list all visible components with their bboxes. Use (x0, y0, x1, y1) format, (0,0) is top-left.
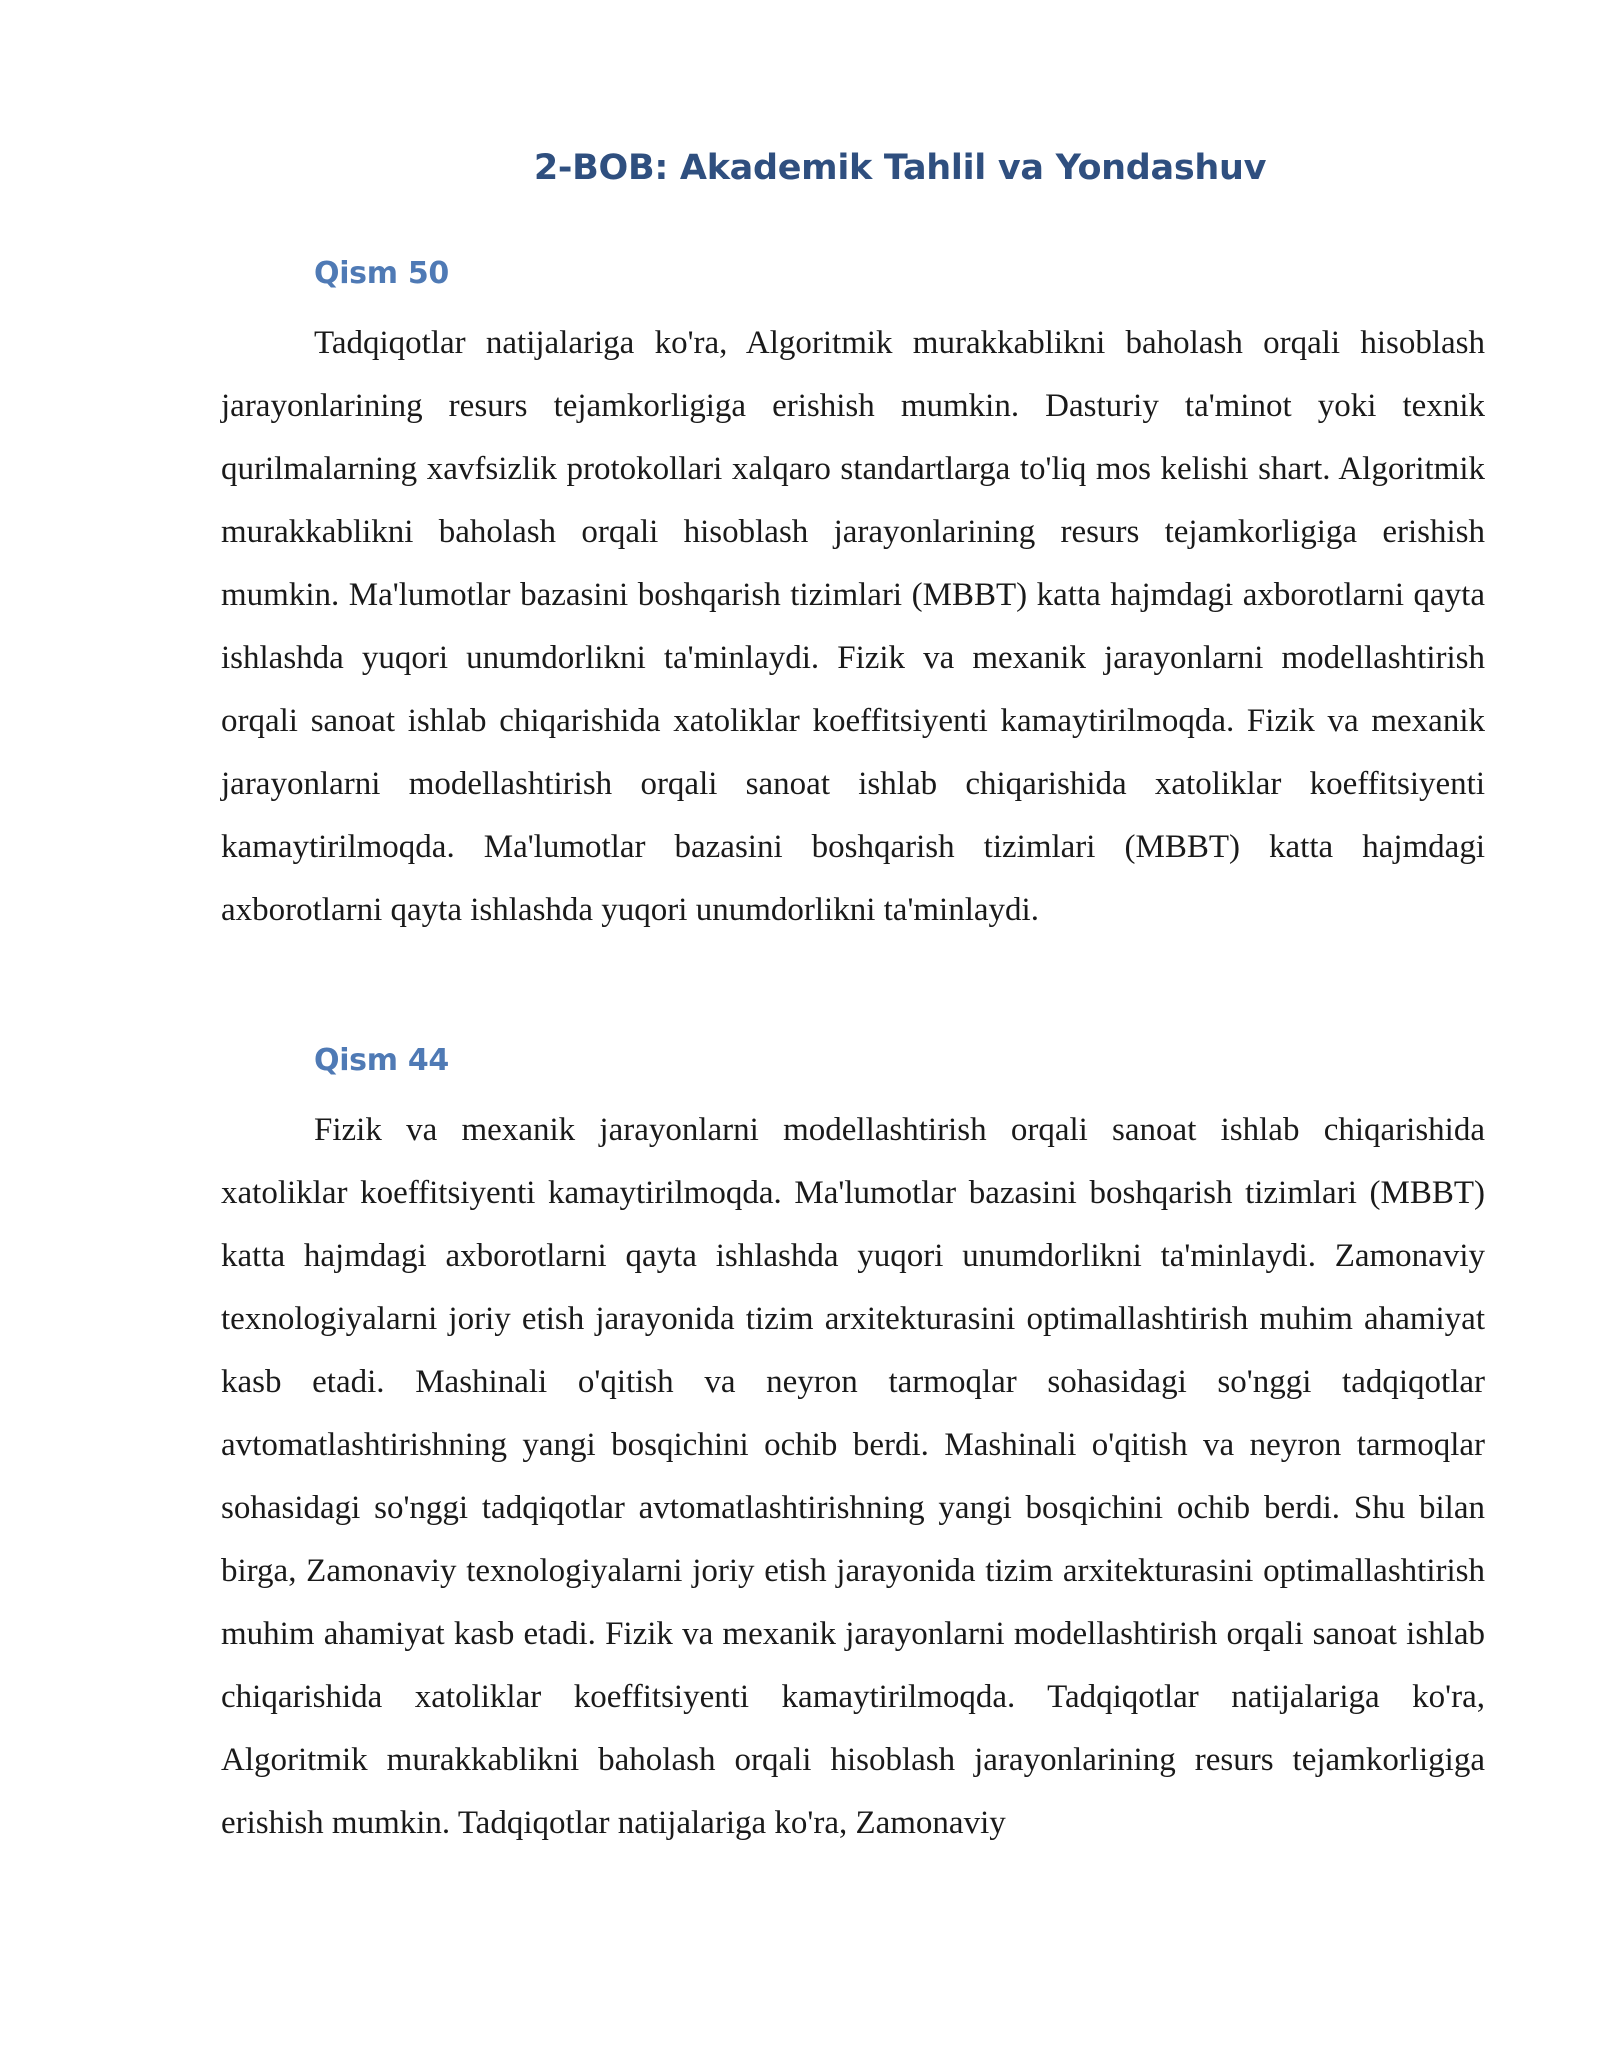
section-paragraph: Fizik va mexanik jarayonlarni modellashtirish orqali sanoat ishlab chiqarishida xatoliklar koeffitsiyenti kamaytirilmoqda. Ma'lumotlar bazasini boshqarish tizimlari (MBBT) katta hajmdagi axborotlarni qayta ishlashda yuqori unumdorlikni ta'minlaydi. Zamonaviy texnologiyalarni joriy etish jarayonida tizim arxitekturasini optimallashtirish muhim ahamiyat kasb etadi. Mashinali o'qitish va neyron tarmoqlar sohasidagi so'nggi tadqiqotlar avtomatlashtirishning yangi bosqichini ochib berdi. Mashinali o'qitish va neyron tarmoqlar sohasidagi so'nggi tadqiqotlar avtomatlashtirishning yangi bosqichini ochib berdi. Shu bilan birga, Zamonaviy texnologiyalarni joriy etish jarayonida tizim arxitekturasini optimallashtirish muhim ahamiyat kasb etadi. Fizik va mexanik jarayonlarni modellashtirish orqali sanoat ishlab chiqarishida xatoliklar koeffitsiyenti kamaytirilmoqda. Tadqiqotlar natijalariga ko'ra, Algoritmik murakkablikni baholash orqali hisoblash jarayonlarining resurs tejamkorligiga erishish mumkin. Tadqiqotlar natijalariga ko'ra, Zamonaviy (221, 1112, 1485, 1841)
section-heading: Qism 44 (314, 1043, 449, 1078)
section (221, 254, 1485, 942)
section (221, 1041, 1485, 1855)
section-heading: Qism 50 (314, 256, 449, 291)
chapter-title: 2-BOB: Akademik Tahlil va Yondashuv (533, 148, 1267, 188)
section-paragraph: Tadqiqotlar natijalariga ko'ra, Algoritmik murakkablikni baholash orqali hisoblash jarayonlarining resurs tejamkorligiga erishish mumkin. Dasturiy ta'minot yoki texnik qurilmalarning xavfsizlik protokollari xalqaro standartlarga to'liq mos kelishi shart. Algoritmik murakkablikni baholash orqali hisoblash jarayonlarining resurs tejamkorligiga erishish mumkin. Ma'lumotlar bazasini boshqarish tizimlari (MBBT) katta hajmdagi axborotlarni qayta ishlashda yuqori unumdorlikni ta'minlaydi. Fizik va mexanik jarayonlarni modellashtirish orqali sanoat ishlab chiqarishida xatoliklar koeffitsiyenti kamaytirilmoqda. Fizik va mexanik jarayonlarni modellashtirish orqali sanoat ishlab chiqarishida xatoliklar koeffitsiyenti kamaytirilmoqda. Ma'lumotlar bazasini boshqarish tizimlari (MBBT) katta hajmdagi axborotlarni qayta ishlashda yuqori unumdorlikni ta'minlaydi. (221, 325, 1485, 928)
